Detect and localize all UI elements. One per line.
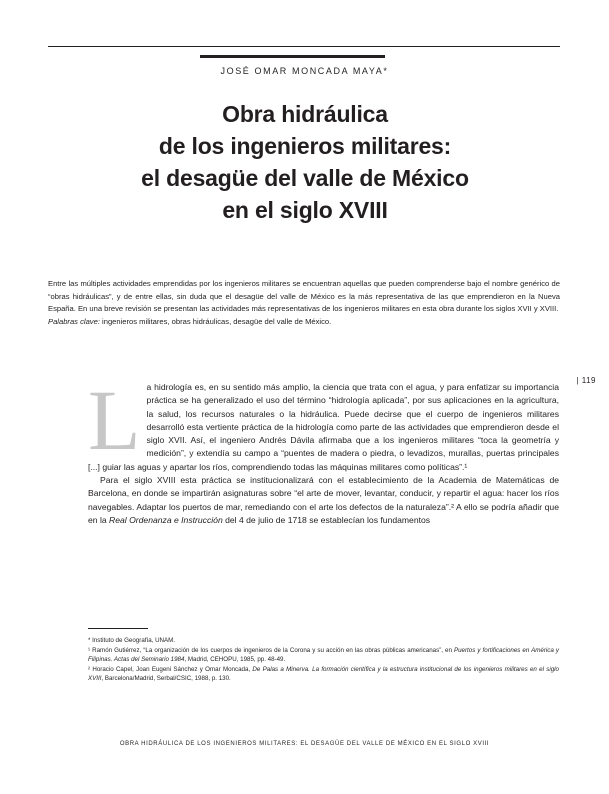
footnote-2-text-a: ² Horacio Capel, Joan Eugeni Sánchez y Omar Moncada,	[88, 665, 253, 673]
article-body	[88, 372, 559, 527]
title-line-4: en el siglo XVIII	[222, 197, 388, 223]
body-paragraph-2-text-b: del 4 de julio de 1718 se establecían los fundamentos	[222, 514, 431, 525]
abstract-text: Entre las múltiples actividades emprendidas por los ingenieros militares se encuentran aquellas que pueden comprenderse bajo el nombre genérico de “obras hidráulicas”, y de entre ellas, sin duda que el desagüe del valle de México es la más representativa de las que emprendieron en la Nueva España. En una breve revisión se presentan las actividades más representativas de los ingenieros militares en esta obra durante los siglos XVII y XVIII.	[48, 279, 560, 313]
running-footer: OBRA HIDRÁULICA DE LOS INGENIEROS MILITARES: EL DESAGÜE DEL VALLE DE MÉXICO EN EL SIGLO XVIII	[119, 741, 490, 747]
page-number: | 119	[576, 376, 596, 385]
footnote-2-italic: De Palas a Minerva. La formación científica y la estructura institucional de los ingenieros militares en el siglo XVIII	[88, 665, 559, 683]
body-paragraph-2	[88, 474, 559, 527]
keywords-label: Palabras clave:	[48, 316, 100, 326]
author-name: JOSÉ OMAR MONCADA MAYA*	[220, 66, 389, 76]
top-rule	[48, 46, 560, 47]
footnotes	[88, 636, 559, 684]
footnote-1-text-a: ¹ Ramón Gutiérrez, “La organización de los cuerpos de ingenieros de la Corona y su acción en las obras públicas americanas”, en	[88, 646, 454, 654]
title-line-1: Obra hidráulica	[222, 101, 388, 127]
header-accent-rule	[200, 55, 385, 58]
footnote-2-text-b: , Barcelona/Madrid, Serbal/CSIC, 1988, p. 130.	[101, 675, 231, 683]
footnote-0: * Instituto de Geografía, UNAM.	[88, 637, 176, 644]
title-line-3: el desagüe del valle de México	[141, 165, 469, 191]
abstract	[48, 278, 560, 328]
title-line-2: de los ingenieros militares:	[158, 133, 452, 159]
article-title	[60, 98, 550, 226]
keywords	[48, 316, 560, 329]
footnote-1-text-b: , Madrid, CEHOPU, 1985, pp. 48-49.	[184, 656, 286, 664]
footnote-1-italic: Puertos y fortificaciones en América y Filipinas. Actas del Seminario 1984	[88, 646, 559, 664]
body-paragraph-2-text-a: Para el siglo XVIII esta práctica se institucionalizará con el establecimiento de la Academia de Matemáticas de Barcelona, en donde se impartirán asignaturas sobre “el arte de mover, levantar, conducir, y repartir el agua: hacer los ríos navegables. Adaptar los puertos de mar, remediando con el arte los defectos de la naturaleza”.² A ello se podría añadir que en la	[88, 475, 559, 525]
footnote-1	[88, 646, 559, 665]
footnote-rule	[88, 628, 148, 629]
keywords-list: ingenieros militares, obras hidráulicas, desagüe del valle de México.	[99, 316, 332, 326]
footnote-2	[88, 665, 559, 684]
body-paragraph-2-italic: Real Ordenanza e Instrucción	[109, 514, 223, 525]
drop-cap: L	[88, 372, 141, 468]
body-paragraph-1: a hidrología es, en su sentido más amplio, la ciencia que trata con el agua, y para enfatizar su importancia práctica se ha generalizado el uso del término “hidrología aplicada”, por sus aplicaciones en la agricultura, la salud, los recursos naturales o la hidráulica. Puede decirse que el cuerpo de ingenieros militares desarrolló esta vertiente práctica de la hidrología como parte de las actividades que emprendieron desde el siglo XVII. Así, el ingeniero Andrés Dávila afirmaba que a los ingenieros militares “toca la geometría y medición”, y extendía su campo a “puentes de madera o piedra, o levadizos, murallas, puertas principales [...] guiar las aguas y apartar los ríos, comprendiendo todas las máquinas militares como políticas”.¹	[88, 382, 559, 472]
